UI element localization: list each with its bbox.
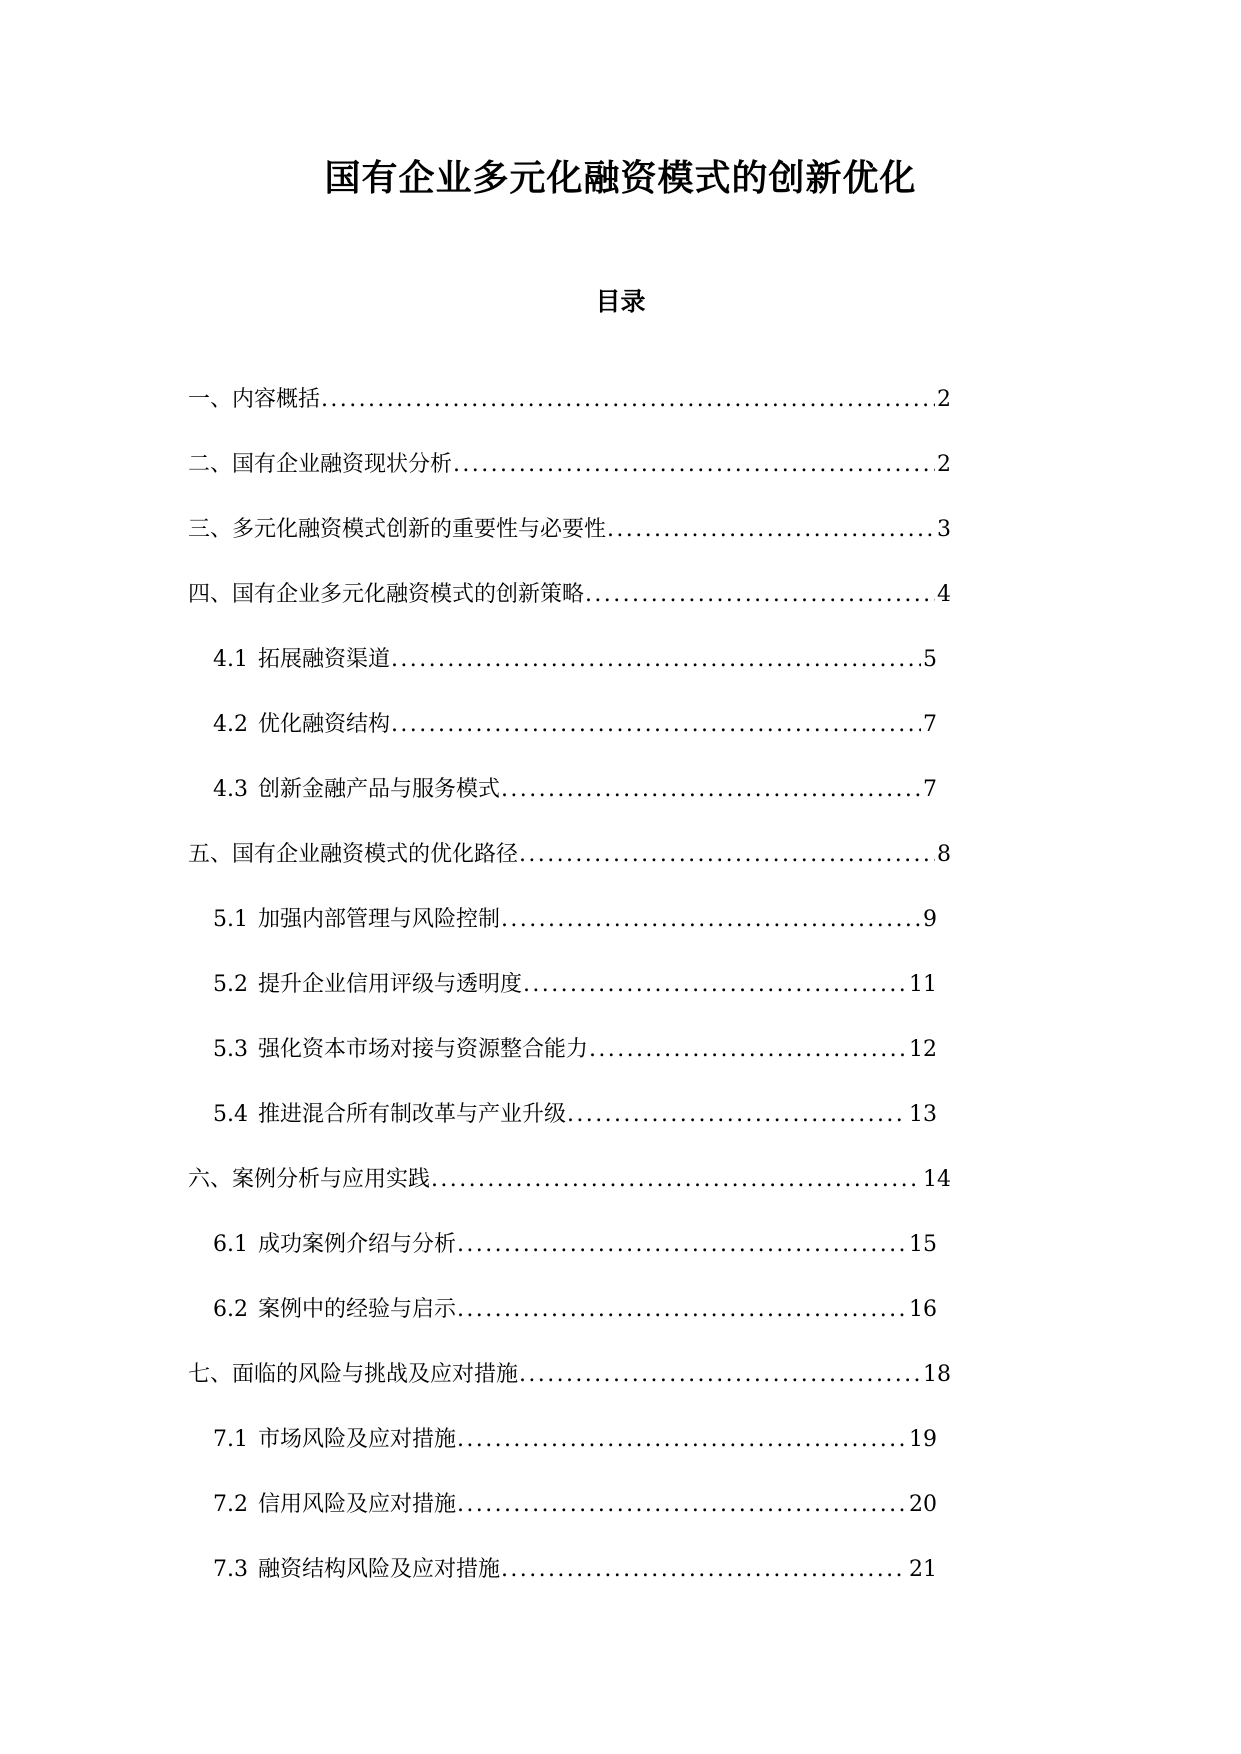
toc-entry[interactable] xyxy=(213,1490,937,1555)
toc-section-number: 4.3 xyxy=(213,777,248,802)
toc-section-number: 5.4 xyxy=(213,1102,248,1127)
toc-page-number: 2 xyxy=(937,387,951,412)
toc-dot-leader xyxy=(457,1425,907,1455)
toc-entry[interactable] xyxy=(213,1035,937,1100)
toc-page-number: 3 xyxy=(937,517,951,542)
toc-entry[interactable] xyxy=(213,1100,937,1165)
toc-section-number: 4.2 xyxy=(213,712,248,737)
toc-entry[interactable] xyxy=(213,1230,937,1295)
toc-dot-leader xyxy=(501,775,921,805)
toc-entry-label: 4.1 拓展融资渠道 xyxy=(213,647,391,672)
toc-section-number: 5.1 xyxy=(213,907,248,932)
toc-page-number: 15 xyxy=(909,1232,937,1257)
toc-dot-leader xyxy=(585,580,935,610)
toc-page-number: 7 xyxy=(923,777,937,802)
toc-dot-leader xyxy=(391,645,921,675)
toc-entry-label: 六、案例分析与应用实践 xyxy=(188,1167,431,1192)
toc-entry-label: 4.2 优化融资结构 xyxy=(213,712,391,737)
toc-dot-leader xyxy=(519,840,935,870)
toc-section-number: 5.3 xyxy=(213,1037,248,1062)
toc-dot-leader xyxy=(391,710,921,740)
toc-entry[interactable] xyxy=(213,710,937,775)
document-title: 国有企业多元化融资模式的创新优化 xyxy=(324,157,917,199)
toc-dot-leader xyxy=(431,1165,921,1195)
toc-page-number: 19 xyxy=(909,1427,937,1452)
toc-page-number: 2 xyxy=(937,452,951,477)
toc-entry-label: 一、内容概括 xyxy=(188,387,321,412)
toc-entry[interactable] xyxy=(188,515,951,580)
toc-page-number: 5 xyxy=(923,647,937,672)
toc-page-number: 11 xyxy=(909,972,937,997)
toc-entry-label: 7.1 市场风险及应对措施 xyxy=(213,1427,457,1452)
toc-entry-label: 七、面临的风险与挑战及应对措施 xyxy=(188,1362,519,1387)
toc-dot-leader xyxy=(607,515,935,545)
toc-entry[interactable] xyxy=(213,1295,937,1360)
toc-entry-label: 5.4 推进混合所有制改革与产业升级 xyxy=(213,1102,567,1127)
toc-dot-leader xyxy=(457,1295,907,1325)
toc-page-number: 18 xyxy=(923,1362,951,1387)
toc-page-number: 20 xyxy=(909,1492,937,1517)
toc-entry-label: 四、国有企业多元化融资模式的创新策略 xyxy=(188,582,585,607)
toc-entry[interactable] xyxy=(213,645,937,710)
toc-dot-leader xyxy=(589,1035,907,1065)
toc-page-number: 13 xyxy=(909,1102,937,1127)
toc-entry[interactable] xyxy=(213,970,937,1035)
toc-section-number: 7.1 xyxy=(213,1427,248,1452)
toc-entry[interactable] xyxy=(213,1425,937,1490)
toc-entry-label: 5.3 强化资本市场对接与资源整合能力 xyxy=(213,1037,589,1062)
toc-dot-leader xyxy=(457,1490,907,1520)
toc-section-number: 5.2 xyxy=(213,972,248,997)
toc-entry[interactable] xyxy=(188,1165,951,1230)
toc-section-number: 7.2 xyxy=(213,1492,248,1517)
toc-entry-label: 7.2 信用风险及应对措施 xyxy=(213,1492,457,1517)
toc-page-number: 7 xyxy=(923,712,937,737)
toc-entry-label: 4.3 创新金融产品与服务模式 xyxy=(213,777,501,802)
toc-dot-leader xyxy=(501,905,921,935)
toc-dot-leader xyxy=(523,970,907,1000)
toc-entry[interactable] xyxy=(188,580,951,645)
toc-page-number: 16 xyxy=(909,1297,937,1322)
toc-entry[interactable] xyxy=(188,840,951,905)
toc-entry-label: 6.2 案例中的经验与启示 xyxy=(213,1297,457,1322)
toc-heading: 目录 xyxy=(595,287,646,316)
toc-entry-label: 7.3 融资结构风险及应对措施 xyxy=(213,1557,501,1582)
toc-dot-leader xyxy=(321,385,935,415)
toc-entry[interactable] xyxy=(213,775,937,840)
toc-section-number: 6.1 xyxy=(213,1232,248,1257)
toc-section-number: 4.1 xyxy=(213,647,248,672)
toc-dot-leader xyxy=(501,1555,907,1585)
toc-page-number: 4 xyxy=(937,582,951,607)
toc-page-number: 12 xyxy=(909,1037,937,1062)
toc-entry-label: 5.1 加强内部管理与风险控制 xyxy=(213,907,501,932)
toc-page-number: 8 xyxy=(937,842,951,867)
toc-dot-leader xyxy=(457,1230,907,1260)
toc-page-number: 21 xyxy=(909,1557,937,1582)
toc-dot-leader xyxy=(453,450,935,480)
toc-dot-leader xyxy=(519,1360,921,1390)
toc-entry-label: 五、国有企业融资模式的优化路径 xyxy=(188,842,519,867)
toc-entry-label: 5.2 提升企业信用评级与透明度 xyxy=(213,972,523,997)
toc-entry-label: 6.1 成功案例介绍与分析 xyxy=(213,1232,457,1257)
toc-section-number: 6.2 xyxy=(213,1297,248,1322)
toc-entry[interactable] xyxy=(188,1360,951,1425)
toc-entry[interactable] xyxy=(188,450,951,515)
toc-entry-label: 二、国有企业融资现状分析 xyxy=(188,452,453,477)
toc-dot-leader xyxy=(567,1100,907,1130)
table-of-contents xyxy=(188,385,951,1620)
toc-entry-label: 三、多元化融资模式创新的重要性与必要性 xyxy=(188,517,607,542)
toc-page-number: 9 xyxy=(923,907,937,932)
toc-entry[interactable] xyxy=(213,905,937,970)
toc-page-number: 14 xyxy=(923,1167,951,1192)
toc-section-number: 7.3 xyxy=(213,1557,248,1582)
toc-entry[interactable] xyxy=(188,385,951,450)
toc-entry[interactable] xyxy=(213,1555,937,1620)
